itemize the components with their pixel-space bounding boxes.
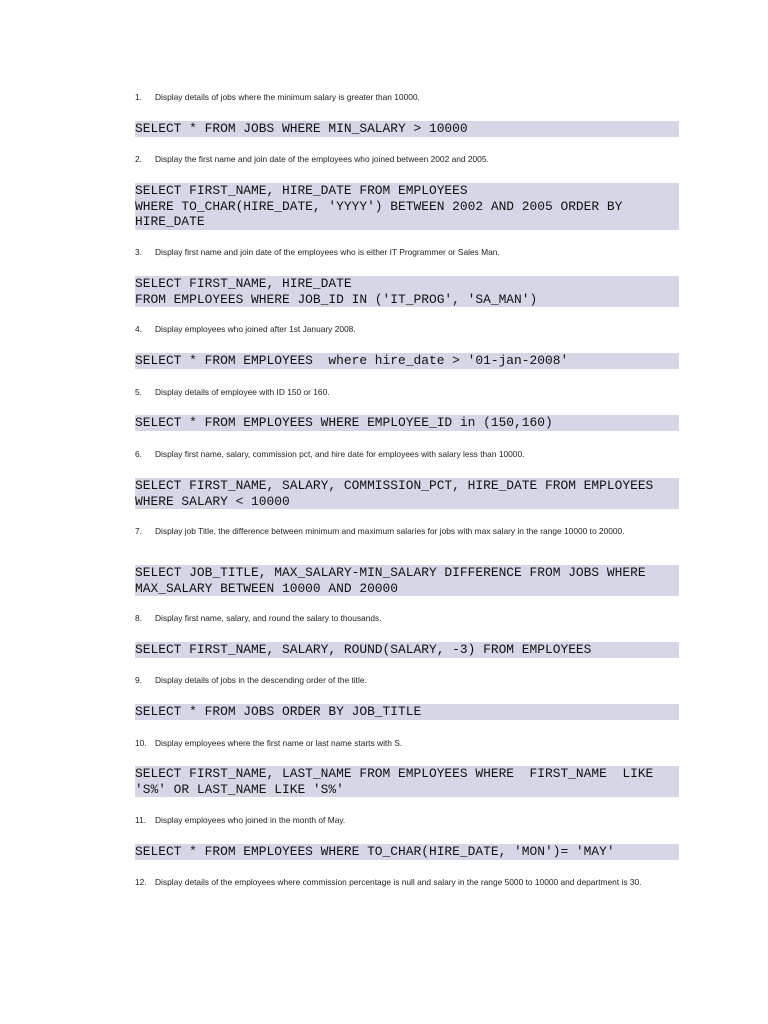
code-line: 'S%' OR LAST_NAME LIKE 'S%' [135, 781, 344, 797]
code-line: SELECT * FROM EMPLOYEES WHERE EMPLOYEE_ID in (150,160) [135, 415, 553, 430]
question-number: 5. [135, 387, 142, 397]
code-line: SELECT FIRST_NAME, LAST_NAME FROM EMPLOYEES WHERE FIRST_NAME LIKE [135, 766, 654, 781]
code-block-2 [135, 183, 679, 230]
question-number: 10. [135, 738, 147, 748]
question-text: Display employees where the first name or last name starts with S. [155, 738, 403, 748]
question-text: Display details of jobs where the minimum salary is greater than 10000. [155, 92, 420, 102]
question-11 [135, 815, 679, 826]
code-line: SELECT FIRST_NAME, SALARY, COMMISSION_PCT, HIRE_DATE FROM EMPLOYEES [135, 478, 654, 493]
code-block-6 [135, 478, 679, 509]
code-line: SELECT FIRST_NAME, HIRE_DATE FROM EMPLOYEES [135, 183, 468, 198]
question-4 [135, 324, 679, 335]
code-line: SELECT * FROM EMPLOYEES where hire_date > '01-jan-2008' [135, 353, 569, 368]
question-text: Display employees who joined after 1st January 2008. [155, 324, 356, 334]
question-text: Display details of employee with ID 150 or 160. [155, 387, 330, 397]
code-line: SELECT * FROM JOBS ORDER BY JOB_TITLE [135, 704, 422, 719]
question-number: 4. [135, 324, 142, 334]
code-block-10 [135, 766, 679, 797]
question-number: 8. [135, 613, 142, 623]
question-6 [135, 449, 679, 460]
code-block-7 [135, 565, 679, 596]
code-line: MAX_SALARY BETWEEN 10000 AND 20000 [135, 580, 399, 596]
question-number: 1. [135, 92, 142, 102]
code-block-8 [135, 642, 679, 658]
code-line: SELECT * FROM EMPLOYEES WHERE TO_CHAR(HIRE_DATE, 'MON')= 'MAY' [135, 844, 615, 859]
question-5 [135, 387, 679, 398]
question-7 [135, 526, 679, 537]
code-line: HIRE_DATE [135, 214, 205, 229]
question-3 [135, 247, 679, 258]
code-line: WHERE SALARY < 10000 [135, 493, 290, 509]
question-text: Display first name and join date of the employees who is either IT Programmer or Sales Man. [155, 247, 500, 257]
question-text: Display first name, salary, commission pct, and hire date for employees with salary less than 10000. [155, 449, 525, 459]
question-text: Display job Title, the difference between minimum and maximum salaries for jobs with max salary in the range 10000 to 20000. [155, 526, 625, 536]
code-block-3 [135, 276, 679, 307]
code-line: SELECT FIRST_NAME, SALARY, ROUND(SALARY, -3) FROM EMPLOYEES [135, 642, 592, 657]
code-line: WHERE TO_CHAR(HIRE_DATE, 'YYYY') BETWEEN 2002 AND 2005 ORDER BY [135, 198, 623, 214]
code-block-5 [135, 415, 679, 431]
question-text: Display first name, salary, and round the salary to thousands. [155, 613, 382, 623]
question-number: 7. [135, 526, 142, 536]
question-number: 6. [135, 449, 142, 459]
question-9 [135, 675, 679, 686]
question-number: 9. [135, 675, 142, 685]
question-number: 11. [135, 815, 147, 825]
code-block-9 [135, 704, 679, 720]
code-line: SELECT JOB_TITLE, MAX_SALARY-MIN_SALARY DIFFERENCE FROM JOBS WHERE [135, 565, 646, 580]
code-line: SELECT * FROM JOBS WHERE MIN_SALARY > 10000 [135, 121, 468, 136]
question-text: Display employees who joined in the month of May. [155, 815, 346, 825]
code-block-4 [135, 353, 679, 369]
question-text: Display the first name and join date of the employees who joined between 2002 and 2005. [155, 154, 489, 164]
question-text: Display details of the employees where commission percentage is null and salary in the range 5000 to 10000 and department is 30. [155, 877, 642, 887]
question-number: 3. [135, 247, 142, 257]
code-line: FROM EMPLOYEES WHERE JOB_ID IN ('IT_PROG', 'SA_MAN') [135, 291, 538, 307]
question-2 [135, 154, 679, 165]
question-text: Display details of jobs in the descending order of the title. [155, 675, 367, 685]
question-1 [135, 92, 679, 103]
question-number: 12. [135, 877, 147, 887]
question-12 [135, 877, 679, 888]
code-block-11 [135, 844, 679, 860]
question-10 [135, 738, 679, 749]
code-block-1 [135, 121, 679, 137]
question-8 [135, 613, 679, 624]
question-number: 2. [135, 154, 142, 164]
code-line: SELECT FIRST_NAME, HIRE_DATE [135, 276, 352, 291]
